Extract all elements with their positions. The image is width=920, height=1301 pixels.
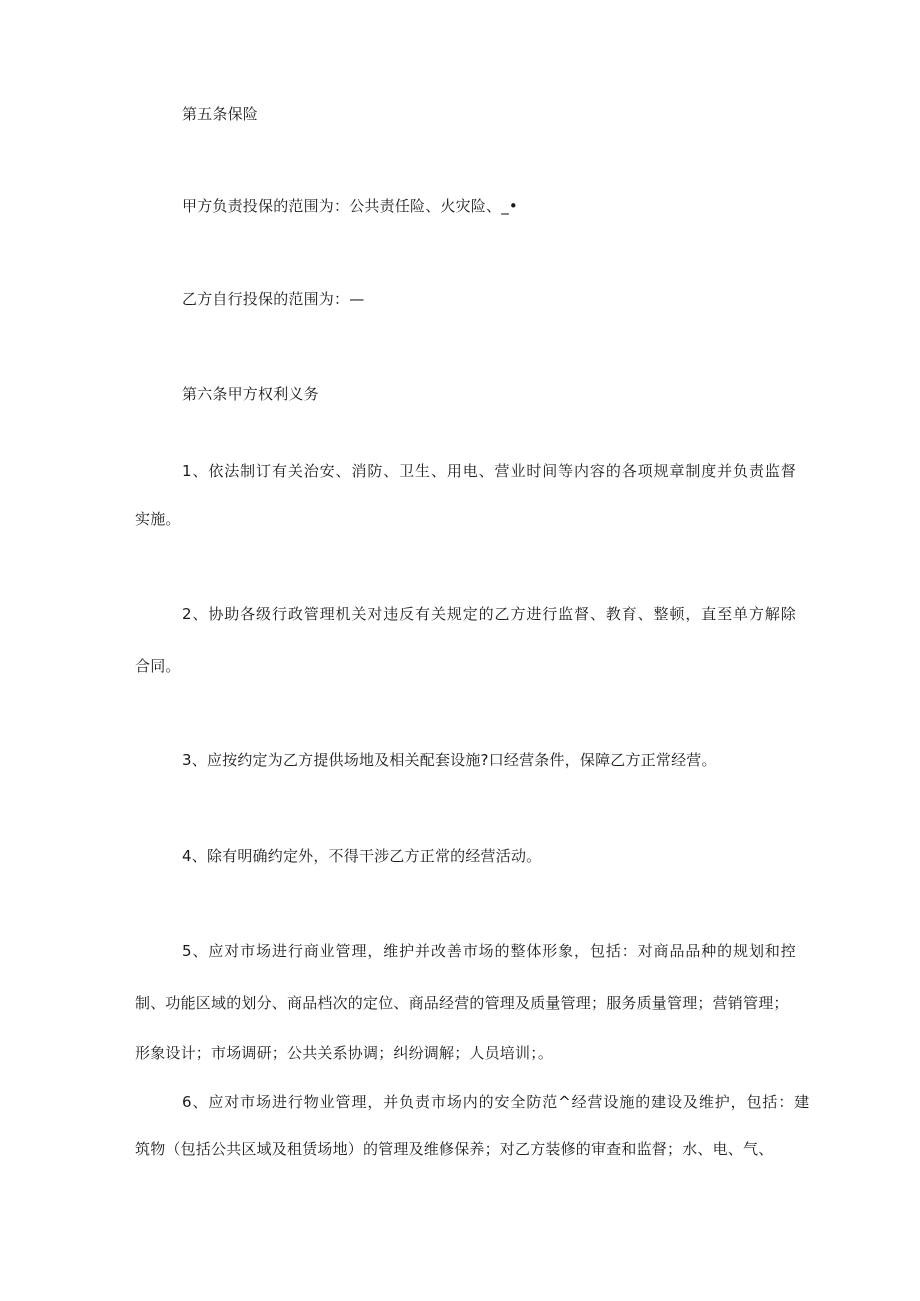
article-6-item-4: 4、除有明确约定外，不得干涉乙方正常的经营活动。: [182, 847, 542, 865]
article-6-item-2-line-2: 合同。: [135, 657, 181, 675]
article-5-heading: 第五条保险: [182, 105, 259, 123]
article-6-item-1-line-1: 1、依法制订有关治安、消防、卫生、用电、营业时间等内容的各项规章制度并负责监督: [182, 462, 797, 480]
article-6-heading: 第六条甲方权利义务: [182, 385, 319, 403]
party-a-insurance-scope: 甲方负责投保的范围为：公共责任险、火灾险、_•: [182, 197, 518, 215]
article-6-item-5-line-3: 形象设计；市场调研；公共关系协调；纠纷调解；人员培训；。: [135, 1044, 554, 1062]
article-6-item-3: 3、应按约定为乙方提供场地及相关配套设施?口经营条件，保障乙方正常经营。: [182, 751, 717, 769]
article-6-item-1-line-2: 实施。: [135, 510, 181, 528]
article-6-item-6-line-1: 6、应对市场进行物业管理，并负责市场内的安全防范^经营设施的建设及维护，包括：建: [182, 1093, 811, 1111]
article-6-item-2-line-1: 2、协助各级行政管理机关对违反有关规定的乙方进行监督、教育、整顿，直至单方解除: [182, 605, 797, 623]
article-6-item-5-line-1: 5、应对市场进行商业管理，维护并改善市场的整体形象，包括：对商品品种的规划和控: [182, 942, 797, 960]
article-6-item-6-line-2: 筑物（包括公共区域及租赁场地）的管理及维修保养；对乙方装修的审查和监督；水、电、气、: [135, 1140, 774, 1158]
article-6-item-5-line-2: 制、功能区域的划分、商品档次的定位、商品经营的管理及质量管理；服务质量管理；营销管理；: [135, 994, 789, 1012]
party-b-insurance-scope: 乙方自行投保的范围为：—: [182, 290, 365, 308]
